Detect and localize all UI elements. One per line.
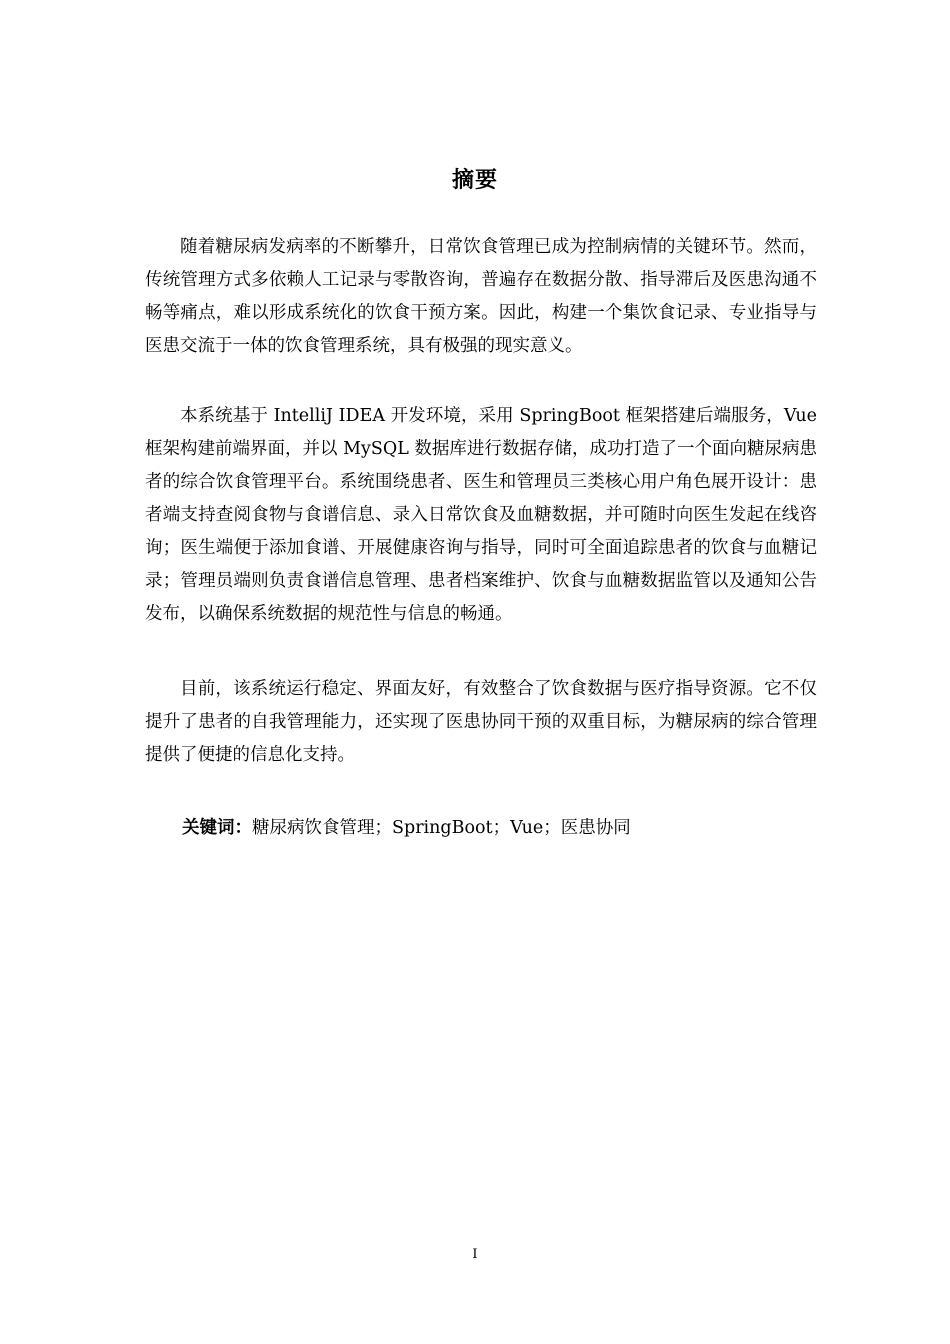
paragraph-text: 本系统基于 IntelliJ IDEA 开发环境，采用 SpringBoot 框架搭建后端服务，Vue 框架构建前端界面，并以 MySQL 数据库进行数据存储，成功打造了一个面向糖尿病患者的综合饮食管理平台。系统围绕患者、医生和管理员三类核心用户角色展开设计：患者端支持查阅食物与食谱信息、录入日常饮食及血糖数据，并可随时向医生发起在线咨询；医生端便于添加食谱、开展健康咨询与指导，同时可全面追踪患者的饮食与血糖记录；管理员端则负责食谱信息管理、患者档案维护、饮食与血糖数据监管以及通知公告发布，以确保系统数据的规范性与信息的畅通。 — [145, 406, 817, 624]
page-number: I — [472, 1247, 478, 1262]
abstract-paragraph-3 — [145, 673, 817, 772]
paragraph-text: 随着糖尿病发病率的不断攀升，日常饮食管理已成为控制病情的关键环节。然而，传统管理方式多依赖人工记录与零散咨询，普遍存在数据分散、指导滞后及医患沟通不畅等痛点，难以形成系统化的饮食干预方案。因此，构建一个集饮食记录、专业指导与医患交流于一体的饮食管理系统，具有极强的现实意义。 — [145, 237, 817, 356]
keywords-label: 关键词： — [182, 818, 252, 838]
paragraph-text: 目前，该系统运行稳定、界面友好，有效整合了饮食数据与医疗指导资源。它不仅提升了患者的自我管理能力，还实现了医患协同干预的双重目标，为糖尿病的综合管理提供了便捷的信息化支持。 — [145, 679, 817, 765]
keywords-line — [182, 812, 631, 845]
abstract-paragraph-1 — [145, 231, 817, 363]
page-title: 摘要 — [451, 168, 498, 193]
abstract-paragraph-2 — [145, 400, 817, 631]
keywords-list: 糖尿病饮食管理；SpringBoot；Vue；医患协同 — [252, 818, 631, 838]
